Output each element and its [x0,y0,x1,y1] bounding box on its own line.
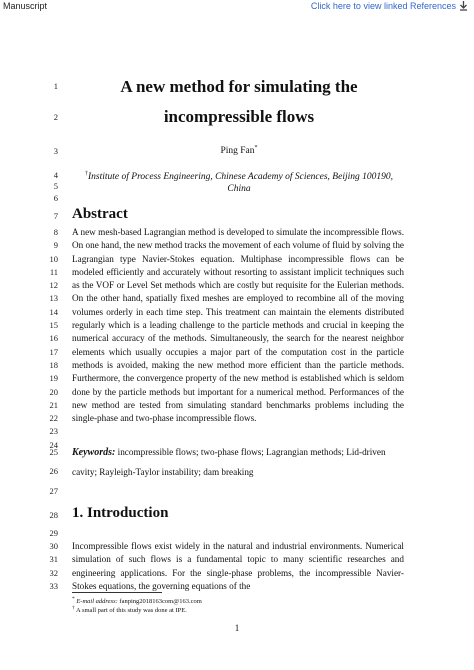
line-number: 32 [49,567,58,578]
line-number: 24 [49,439,58,450]
affiliation-line-2: China [227,184,251,195]
line-number: 33 [49,580,58,591]
abstract-body: A new mesh-based Lagrangian method is developed to simulate the incompressible flows. On one hand, the new method tracks the movement of each volume of fluid by solving the Lagrangian type Navier-Stokes equation. Multiphase incompressible flows can be modeled efficiently and accurately without resorting to assistant implicit techniques such as the VOF or Level Set methods which are costly but requisite for the Eulerian methods. On the other hand, spatially fixed meshes are employed to recombine all of the moving volumes orderly in each time step. This treatment can maintain the elements distributed regularly which is a leading challenge to the particle methods and crucial in keeping the numerical accuracy of the methods. Simultaneously, the search for the nearest neighbor elements which usually occupies a major part of the computation cost in the particle methods is avoided, making the new method more efficient than the particle methods. Furthermore, the convergence property of the new method is established which is seldom done by the particle methods but important for a numerical method. Performances of the new method are tested from simulating standard benchmarks problems including the single-phase and two-phase incompressible flows. [72,227,404,424]
line-number: 12 [49,280,58,291]
line-number: 22 [49,413,58,424]
author-name-text: Ping Fan [220,146,255,157]
affiliation [74,168,404,195]
line-number: 10 [49,253,58,264]
line-number: 26 [49,466,58,476]
manuscript-label: Manuscript [3,1,48,11]
intro-line-numbers [36,540,58,593]
author-name [74,145,404,156]
line-number: 13 [49,293,58,304]
line-number: 9 [53,240,58,251]
introduction-heading: 1. Introduction [72,505,169,521]
line-number: 25 [49,447,58,457]
footnote-2-mark: † [72,605,75,611]
line-number: 28 [49,510,58,520]
paper-title-line-2: incompressible flows [163,107,315,126]
introduction-body: Incompressible flows exist widely in the natural and industrial environments. Numerical simulation of such flows is a fundamental topic to many scientific researches and engineering applications. For the single-phase problems, the incompressible Navier-Stokes equations, the governing equations of the [72,541,404,591]
keywords [72,443,404,481]
footnote-2-text: A small part of this study was done at IPE. [75,607,187,615]
page-number: 1 [234,623,240,633]
line-number: 7 [53,211,58,221]
line-number: 8 [53,227,58,237]
view-references-label: Click here to view linked References [310,1,456,11]
line-number: 11 [49,266,58,277]
line-number: 21 [49,399,58,410]
line-number: 3 [53,146,58,156]
line-number: 23 [49,426,58,437]
line-number: 4 [53,170,58,180]
footnote-1-mark: * [72,596,75,602]
keywords-label: Keywords: [72,447,116,458]
line-number: 2 [53,112,58,122]
line-number: 5 [53,181,58,191]
line-number: 15 [49,320,58,331]
footnote-ipe [72,604,187,615]
keywords-text: incompressible flows; two-phase flows; Lagrangian methods; Lid-driven cavity; Rayleigh-Taylor instability; dam breaking [72,447,386,477]
line-number: 20 [49,386,58,397]
line-number: 16 [49,333,58,344]
download-arrow-icon [459,1,468,11]
line-number: 27 [49,486,58,496]
footnote-1-label: E-mail address: [76,598,118,606]
author-footnote-mark: * [254,145,258,151]
abstract-heading: Abstract [72,206,128,222]
line-number: 29 [49,528,58,538]
abstract-line-numbers [36,226,58,452]
paper-title-line-1: A new method for simulating the [120,77,358,96]
line-number: 18 [49,359,58,370]
pdf-header-bar [0,0,474,14]
footnote-1-email: fanping2018163com@163.com [119,598,202,606]
line-number: 6 [53,193,58,203]
affiliation-mark: † [85,171,88,177]
line-number: 14 [49,306,58,317]
line-number: 31 [49,554,58,565]
line-number: 1 [53,81,58,91]
line-number: 17 [49,346,58,357]
line-number: 30 [49,541,58,551]
footnote-rule [72,592,162,593]
view-references-link[interactable] [311,1,468,11]
line-number: 19 [49,373,58,384]
affiliation-line-1: Institute of Process Engineering, Chinese Academy of Sciences, Beijing 100190, [88,172,393,183]
